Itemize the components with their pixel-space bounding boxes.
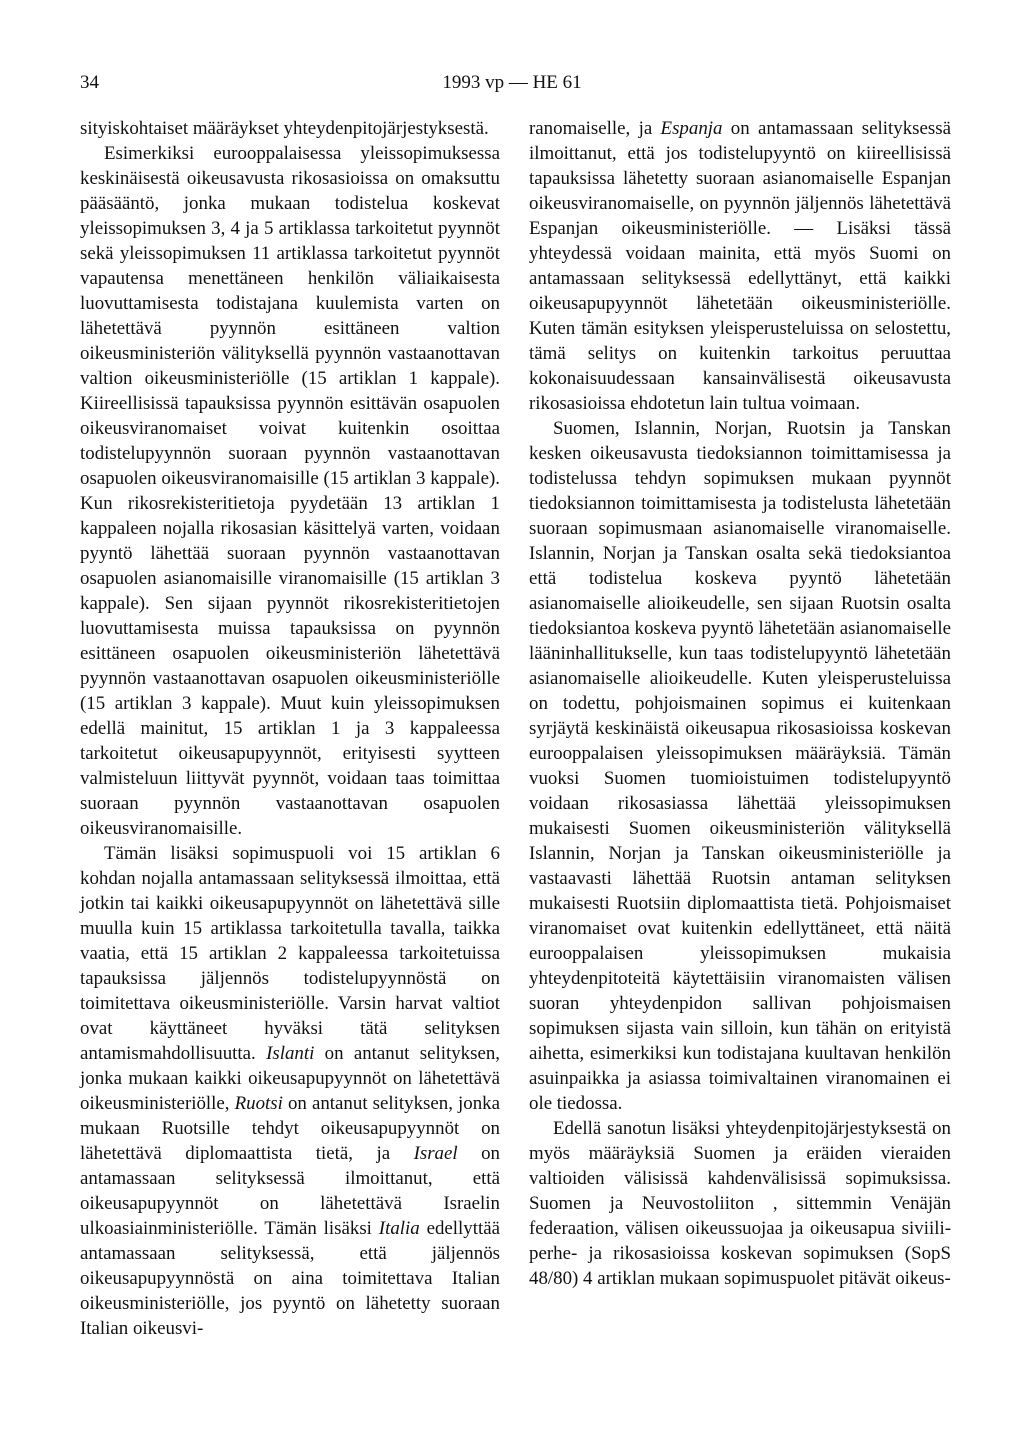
text-run: on antamassaan selityksessä ilmoittanut, että oikeusapupyynnöt on lähetettävä Israelin ulkoasiainministeriölle. Tämän lisäksi — [80, 1143, 500, 1239]
text-run: on antamassaan selityksessä ilmoittanut, että jos todistelupyyntö on kiireellisissä tapauksissa lähetetty suoraan asianomaiselle Espanjan oikeusviranomaiselle, on pyynnön jäljennös lähetettävä Espanjan oikeusministeriölle. — Lisäksi tässä yhteydessä voidaan mainita, että myös Suomi on antamassaan selityksessä edellyttänyt, että kaikki oikeusapupyynnöt lähetetään oikeusministeriölle. Kuten tämän esityksen yleisperusteluissa on selostettu, tämä selitys on kuitenkin tarkoitus peruuttaa kokonaisuudessaan kansainvälisestä oikeusavusta rikosasioissa ehdotetun lain tultua voimaan. — [529, 118, 951, 414]
paragraph: Esimerkiksi eurooppalaisessa yleissopimuksessa keskinäisestä oikeusavusta rikosasioissa on omaksuttu pääsääntö, jonka mukaan todistelua koskevat yleissopimuksen 3, 4 ja 5 artiklassa tarkoitetut pyynnöt sekä yleissopimuksen 11 artiklassa tarkoitetut pyynnöt vapautensa menettäneen henkilön väliaikaisesta luovuttamisesta todistajana kuulemista varten on lähetettävä pyynnön esittäneen valtion oikeusministeriön välityksellä pyynnön vastaanottavan valtion oikeusministeriölle (15 artiklan 1 kappale). Kiireellisissä tapauksissa pyynnön esittävän osapuolen oikeusviranomaiset voivat kuitenkin osoittaa todistelupyynnön suoraan pyynnön vastaanottavan osapuolen oikeusviranomaisille (15 artiklan 3 kappale). Kun rikosrekisteritietoja pyydetään 13 artiklan 1 kappaleen nojalla rikosasian käsittelyä varten, voidaan pyyntö lähettää suoraan pyynnön vastaanottavan osapuolen asianomaisille viranomaisille (15 artiklan 3 kappale). Sen sijaan pyynnöt rikosrekisteritietojen luovuttamisesta muissa tapauksissa on pyynnön esittäneen osapuolen oikeusministeriön lähetettävä pyynnön vastaanottavan osapuolen oikeusministeriölle (15 artiklan 3 kappale). Muut kuin yleissopimuksen edellä mainitut, 15 artiklan 1 ja 3 kappaleessa tarkoitetut oikeusapupyynnöt, erityisesti syytteen valmisteluun liittyvät pyynnöt, voidaan taas toimittaa suoraan pyynnön vastaanottavan osapuolen oikeusviranomaisille. — [80, 143, 500, 839]
country-name-italic: Italia — [378, 1218, 420, 1239]
running-head: 1993 vp — HE 61 — [442, 72, 582, 93]
paragraph: Suomen, Islannin, Norjan, Ruotsin ja Tanskan kesken oikeusavusta tiedoksiannon toimittamisessa ja todistelussa tehdyn sopimuksen mukaan pyynnöt tiedoksiannon toimittamisesta ja todistelusta lähetetään suoraan sopimusmaan asianomaiselle viranomaiselle. Islannin, Norjan ja Tanskan osalta sekä tiedoksiantoa että todistelua koskeva pyyntö lähetetään asianomaiselle alioikeudelle, sen sijaan Ruotsin osalta tiedoksiantoa koskeva pyyntö lähetetään asianomaiselle lääninhallitukselle, kun taas todistelupyyntö lähetetään asianomaiselle alioikeudelle. Kuten yleisperusteluissa on todettu, pohjoismainen sopimus ei kuitenkaan syrjäytä keskinäistä oikeusapua rikosasioissa koskevan eurooppalaisen yleissopimuksen määräyksiä. Tämän vuoksi Suomen tuomioistuimen todistelupyyntö voidaan rikosasiassa lähettää yleissopimuksen mukaisesti Suomen oikeusministeriön välityksellä Islannin, Norjan ja Tanskan oikeusministeriölle ja vastaavasti lähettää Ruotsin antaman selityksen mukaisesti Ruotsiin diplomaattista tietä. Pohjoismaiset viranomaiset ovat kuitenkin edellyttäneet, että näitä eurooppalaisen yleissopimuksen mukaisia yhteydenpitoteitä käytettäisiin viranomaisten välisen suoran yhteydenpidon sallivan pohjoismaisen sopimuksen sijasta vain silloin, kun tähän on erityistä aihetta, esimerkiksi kun todistajana kuultavan henkilön asuinpaikka ja asiassa toimivaltainen viranomainen ei ole tiedossa. — [529, 418, 951, 1114]
text-run: Tämän lisäksi sopimuspuoli voi 15 artiklan 6 kohdan nojalla antamassaan selityksessä ilmoittaa, että jotkin tai kaikki oikeusapupyynnöt on lähetettävä sille muulla kuin 15 artiklassa tarkoitetulla tavalla, taikka vaatia, että 15 artiklan 2 kappaleessa tarkoitetuissa tapauksissa jäljennös todistelupyynnöstä on toimitettava oikeusministeriölle. Varsin harvat valtiot ovat käyttäneet hyväksi tätä selityksen antamismahdollisuutta. — [80, 843, 500, 1064]
country-name-italic: Israel — [413, 1143, 458, 1164]
text-run: edellyttää antamassaan selityksessä, että jäljennös oikeusapupyynnöstä on aina toimitettava Italian oikeusministeriölle, jos pyyntö on lähetetty suoraan Italian oikeusvi- — [80, 1218, 500, 1339]
page-number: 34 — [80, 72, 99, 93]
page-header — [0, 72, 1024, 102]
left-column — [80, 116, 500, 1341]
paragraph — [80, 841, 500, 1341]
country-name-italic: Ruotsi — [234, 1093, 283, 1114]
text-run: ranomaiselle, ja — [529, 118, 661, 139]
paragraph: Edellä sanotun lisäksi yhteydenpitojärjestyksestä on myös määräyksiä Suomen ja eräiden vieraiden valtioiden välisissä kahdenvälisissä sopimuksissa. Suomen ja Neuvostoliiton , sittemmin Venäjän federaation, välisen oikeussuojaa ja oikeusapua siviili- perhe- ja rikosasioissa koskevan sopimuksen (SopS 48/80) 4 artiklan mukaan sopimuspuolet pitävät oikeus- — [529, 1118, 951, 1289]
country-name-italic: Islanti — [266, 1043, 315, 1064]
country-name-italic: Espanja — [660, 118, 723, 139]
paragraph: sityiskohtaiset määräykset yhteydenpitojärjestyksestä. — [80, 118, 489, 139]
paragraph — [529, 116, 951, 416]
text-run: on antanut selityksen, jonka mukaan Ruotsille tehdyt oikeusapupyynnöt on lähetettävä diplomaattista tietä, ja — [80, 1093, 500, 1164]
right-column — [529, 116, 951, 1291]
text-run: on antanut selityksen, jonka mukaan kaikki oikeusapupyynnöt on lähetettävä oikeusministeriölle, — [80, 1043, 500, 1114]
